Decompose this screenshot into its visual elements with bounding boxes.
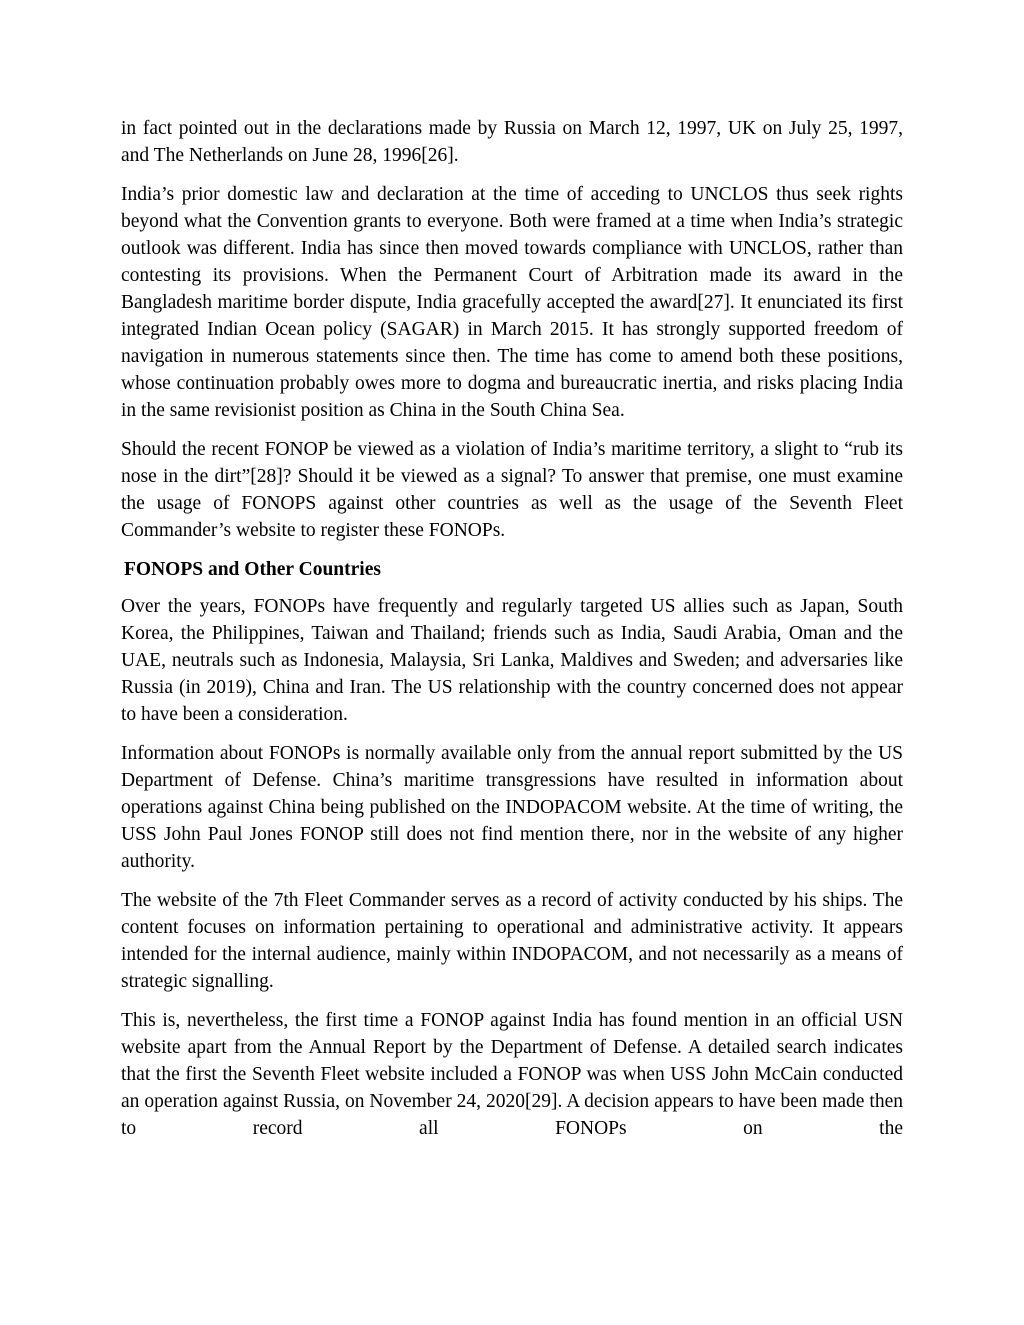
paragraph-declarations: in fact pointed out in the declarations made by Russia on March 12, 1997, UK on July 25, 1997, and The Netherlands on June 28, 1996[26]. (121, 118, 903, 166)
paragraph-india-domestic-law: India’s prior domestic law and declaration at the time of acceding to UNCLOS thus seek rights beyond what the Convention grants to everyone. Both were framed at a time when India’s strategic outlook was different. India has since then moved towards compliance with UNCLOS, rather than contesting its provisions. When the Permanent Court of Arbitration made its award in the Bangladesh maritime border dispute, India gracefully accepted the award[27]. It enunciated its first integrated Indian Ocean policy (SAGAR) in March 2015. It has strongly supported freedom of navigation in numerous statements since then. The time has come to amend both these positions, whose continuation probably owes more to dogma and bureaucratic inertia, and risks placing India in the same revisionist position as China in the South China Sea. (121, 184, 903, 421)
section-heading: FONOPS and Other Countries (124, 559, 381, 580)
paragraph-seventh-fleet-website: The website of the 7th Fleet Commander serves as a record of activity conducted by his ships. The content focuses on information pertaining to operational and administrative activity. It appears intended for the internal audience, mainly within INDOPACOM, and not necessarily as a means of strategic signalling. (121, 890, 903, 992)
document-page (121, 115, 903, 1154)
paragraph-fonops-information: Information about FONOPs is normally available only from the annual report submitted by the US Department of Defense. China’s maritime transgressions have resulted in information about operations against China being published on the INDOPACOM website. At the time of writing, the USS John Paul Jones FONOP still does not find mention there, nor in the website of any higher authority. (121, 743, 903, 872)
paragraph-recent-fonop: Should the recent FONOP be viewed as a violation of India’s maritime territory, a slight to “rub its nose in the dirt”[28]? Should it be viewed as a signal? To answer that premise, one must examine the usage of FONOPS against other countries as well as the usage of the Seventh Fleet Commander’s website to register these FONOPs. (121, 439, 903, 541)
paragraph-first-time-mention: This is, nevertheless, the first time a FONOP against India has found mention in an official USN website apart from the Annual Report by the Department of Defense. A detailed search indicates that the first the Seventh Fleet website included a FONOP was when USS John McCain conducted an operation against Russia, on November 24, 2020[29]. A decision appears to have been made then to record all FONOPs on the (121, 1010, 903, 1139)
paragraph-fonops-targets: Over the years, FONOPs have frequently and regularly targeted US allies such as Japan, South Korea, the Philippines, Taiwan and Thailand; friends such as India, Saudi Arabia, Oman and the UAE, neutrals such as Indonesia, Malaysia, Sri Lanka, Maldives and Sweden; and adversaries like Russia (in 2019), China and Iran. The US relationship with the country concerned does not appear to have been a consideration. (121, 596, 903, 725)
